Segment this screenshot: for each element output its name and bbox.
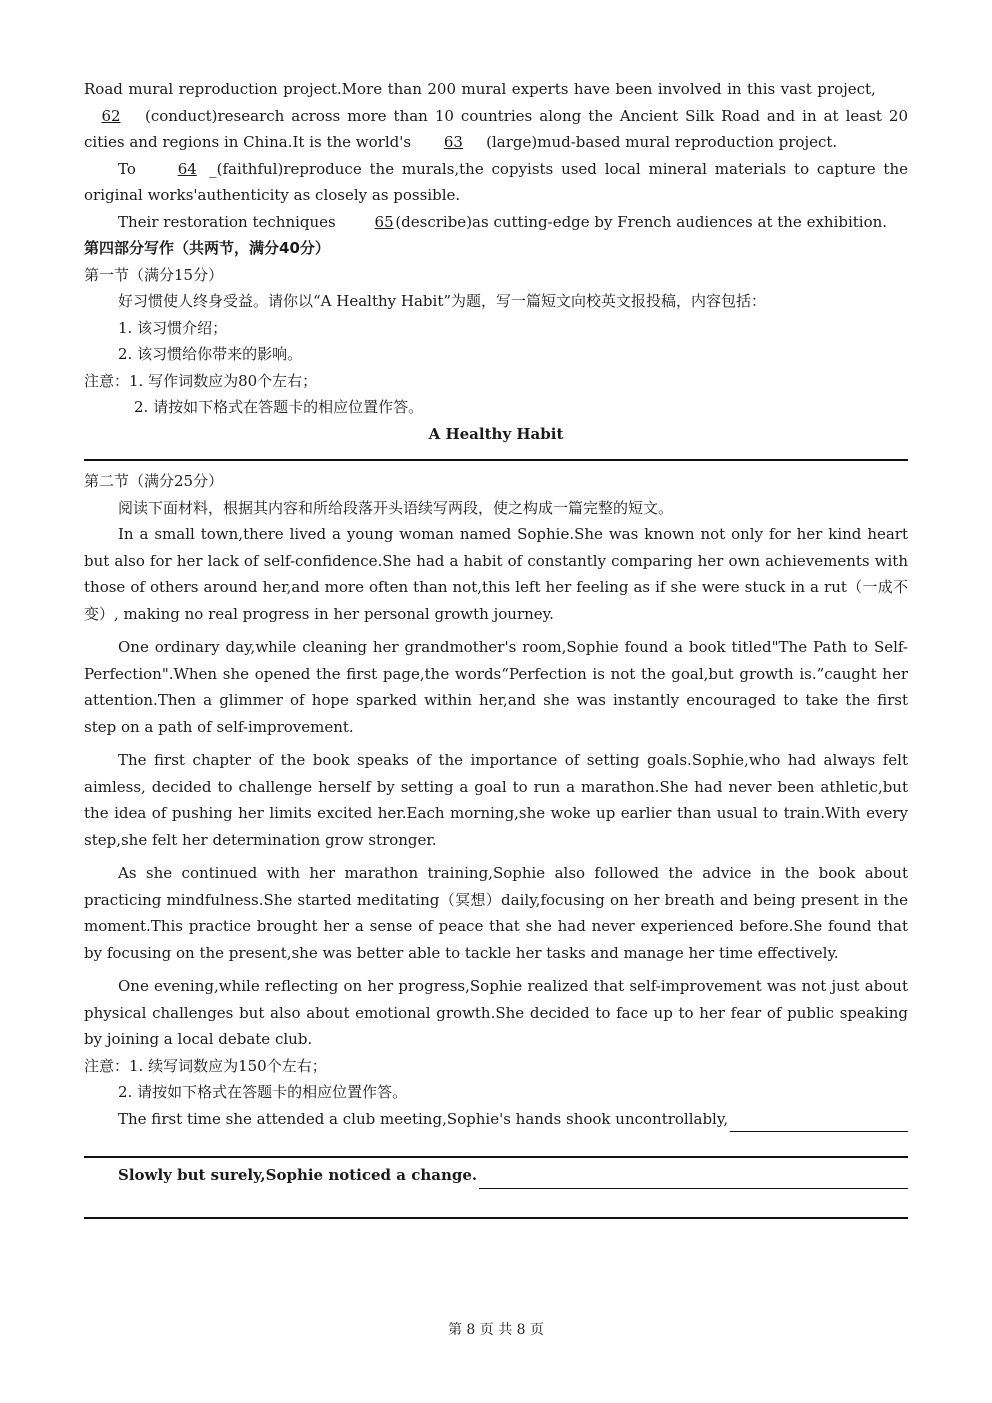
cloze-text: (large)mud-based mural reproduction project. xyxy=(486,133,838,151)
answer-line xyxy=(84,459,908,461)
blank-65: 65 xyxy=(374,212,394,231)
answer-line xyxy=(84,1217,908,1219)
blank-64: 64 xyxy=(177,159,197,178)
part4-heading: 第四部分写作（共两节，满分40分） xyxy=(84,239,330,257)
story-paragraph-5: One evening,while reflecting on her progress,Sophie realized that self-improvement was not just about physical challenges but also about emotional growth.She decided to face up to her fear of public speaking by joining a local debate club. xyxy=(84,977,908,1048)
section2-heading: 第二节（满分25分） xyxy=(84,472,224,490)
story-paragraph-1: In a small town,there lived a young woman named Sophie.She was known not only for her kind heart but also for her lack of self-confidence.She had a habit of constantly comparing her own achievements with those of others around her,and more often than not,this left her feeling as if she were stuck in a rut（一成不变）, making no real progress in her personal growth journey. xyxy=(84,525,908,623)
section1-prompt: 好习惯使人终身受益。请你以“A Healthy Habit”为题，写一篇短文向校英文报投稿，内容包括： xyxy=(118,292,767,310)
story-paragraph-4: As she continued with her marathon training,Sophie also followed the advice in the book about practicing mindfulness.She started meditating（冥想）daily,focusing on her breath and being present in the moment.This practice brought her a sense of peace that she had never experienced before.She found that by focusing on the present,she was better able to tackle her tasks and manage her time effectively. xyxy=(84,864,908,962)
opening-line-2 xyxy=(84,1162,908,1189)
cloze-text: Road mural reproduction project.More than 200 mural experts have been involved in this vast project, xyxy=(84,80,876,98)
cloze-text: (conduct)research across more than 10 countries along the Ancient Silk Road and in at least 20 cities and regions in China.It is the world's xyxy=(84,106,909,151)
opening-sentence-2: Slowly but surely,Sophie noticed a change. xyxy=(118,1166,478,1184)
exam-page xyxy=(84,76,908,1219)
section2-note-2: 2. 请按如下格式在答题卡的相应位置作答。 xyxy=(118,1083,408,1101)
answer-line xyxy=(84,1156,908,1158)
opening-sentence-1: The first time she attended a club meeting,Sophie's hands shook uncontrollably, xyxy=(118,1109,729,1128)
answer-blank xyxy=(730,1113,908,1132)
blank-62: 62 xyxy=(101,106,121,125)
section2-prompt: 阅读下面材料，根据其内容和所给段落开头语续写两段，使之构成一篇完整的短文。 xyxy=(118,498,674,517)
essay-title: A Healthy Habit xyxy=(428,424,564,443)
section1-note-2: 2. 请按如下格式在答题卡的相应位置作答。 xyxy=(134,398,424,416)
story-paragraph-3: The first chapter of the book speaks of the importance of setting goals.Sophie,who had always felt aimless, decided to challenge herself by setting a goal to run a marathon.She had never been athletic,but the idea of pushing her limits excited her.Each morning,she woke up earlier than usual to train.With every step,she felt her determination grow stronger. xyxy=(84,751,908,849)
cloze-text: (describe)as cutting-edge by French audiences at the exhibition. xyxy=(395,212,888,231)
opening-line-1 xyxy=(84,1106,908,1133)
cloze-text: _(faithful)reproduce the murals,the copyists used local mineral materials to capture the original works'authenticity as closely as possible. xyxy=(84,159,908,204)
section2-note-1: 注意：1. 续写词数应为150个左右； xyxy=(84,1056,327,1075)
cloze-paragraph-3 xyxy=(84,209,908,236)
cloze-text: To xyxy=(118,159,136,178)
blank-63: 63 xyxy=(443,133,463,151)
section1-heading: 第一节（满分15分） xyxy=(84,265,224,284)
story-paragraph-2: One ordinary day,while cleaning her grandmother's room,Sophie found a book titled"The Path to Self-Perfection".When she opened the first page,the words“Perfection is not the goal,but growth is.”caught her attention.Then a glimmer of hope sparked within her,and she was instantly encouraged to take the first step on a path of self-improvement. xyxy=(84,638,908,736)
cloze-paragraph-2 xyxy=(84,156,908,209)
cloze-text: Their restoration techniques xyxy=(118,212,336,231)
answer-blank xyxy=(479,1170,908,1189)
cloze-paragraph-1 xyxy=(84,76,908,156)
section1-note-1: 注意：1. 写作词数应为80个左右； xyxy=(84,371,318,390)
page-number: 第 8 页 共 8 页 xyxy=(447,1322,545,1338)
section1-item-1: 1. 该习惯介绍； xyxy=(118,318,228,337)
section1-item-2: 2. 该习惯给你带来的影响。 xyxy=(118,345,303,363)
